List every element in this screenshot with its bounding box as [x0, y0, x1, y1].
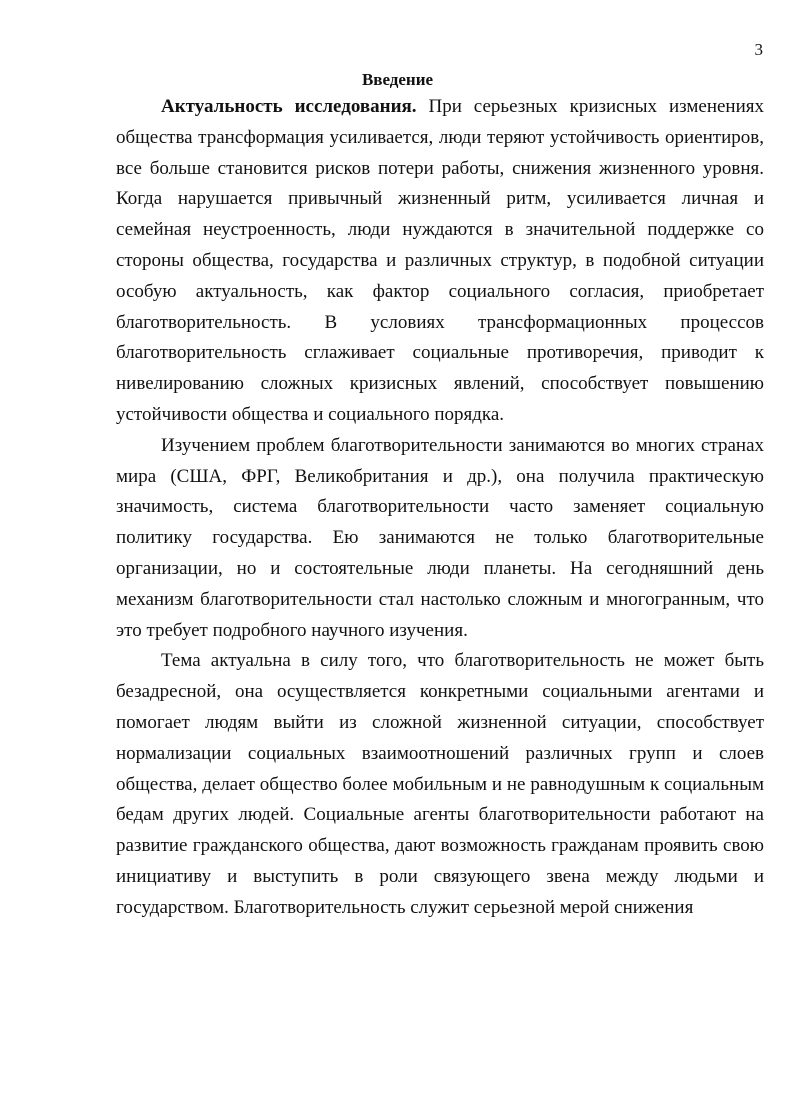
- paragraph-text: При серьезных кризисных изменениях общества трансформация усиливается, люди теряют устойчивость ориентиров, все больше становится рисков потери работы, снижения жизненного уровня. Когда нарушается привычный жизненный ритм, усиливается личная и семейная неустроенность, люди нуждаются в значительной поддержке со стороны общества, государства и различных структур, в подобной ситуации особую актуальность, как фактор социального согласия, приобретает благотворительность. В условиях трансформационных процессов благотворительность сглаживает социальные противоречия, приводит к нивелированию сложных кризисных явлений, способствует повышению устойчивости общества и социального порядка.: [116, 96, 765, 425]
- page-number: 3: [754, 40, 763, 59]
- paragraph-relevance: [116, 92, 764, 431]
- section-heading: Введение: [361, 70, 434, 89]
- paragraph-lead: Актуальность исследования.: [161, 96, 417, 117]
- paragraph-study: Изучением проблем благотворительности занимаются во многих странах мира (США, ФРГ, Великобритания и др.), она получила практическую значимость, система благотворительности часто заменяет социальную политику государства. Ею занимаются не только благотворительные организации, но и состоятельные люди планеты. На сегодняшний день механизм благотворительности стал настолько сложным и многогранным, что это требует подробного научного изучения.: [116, 434, 764, 641]
- paragraph-topic: Тема актуальна в силу того, что благотворительность не может быть безадресной, она осуществляется конкретными социальными агентами и помогает людям выйти из сложной жизненной ситуации, способствует нормализации социальных взаимоотношений различных групп и слоев общества, делает общество более мобильным и не равнодушным к социальным бедам других людей. Социальные агенты благотворительности работают на развитие гражданского общества, дают возможность гражданам проявить свою инициативу и выступить в роли связующего звена между людьми и государством. Благотворительность служит серьезной мерой снижения: [116, 650, 764, 918]
- document-body: [116, 92, 764, 924]
